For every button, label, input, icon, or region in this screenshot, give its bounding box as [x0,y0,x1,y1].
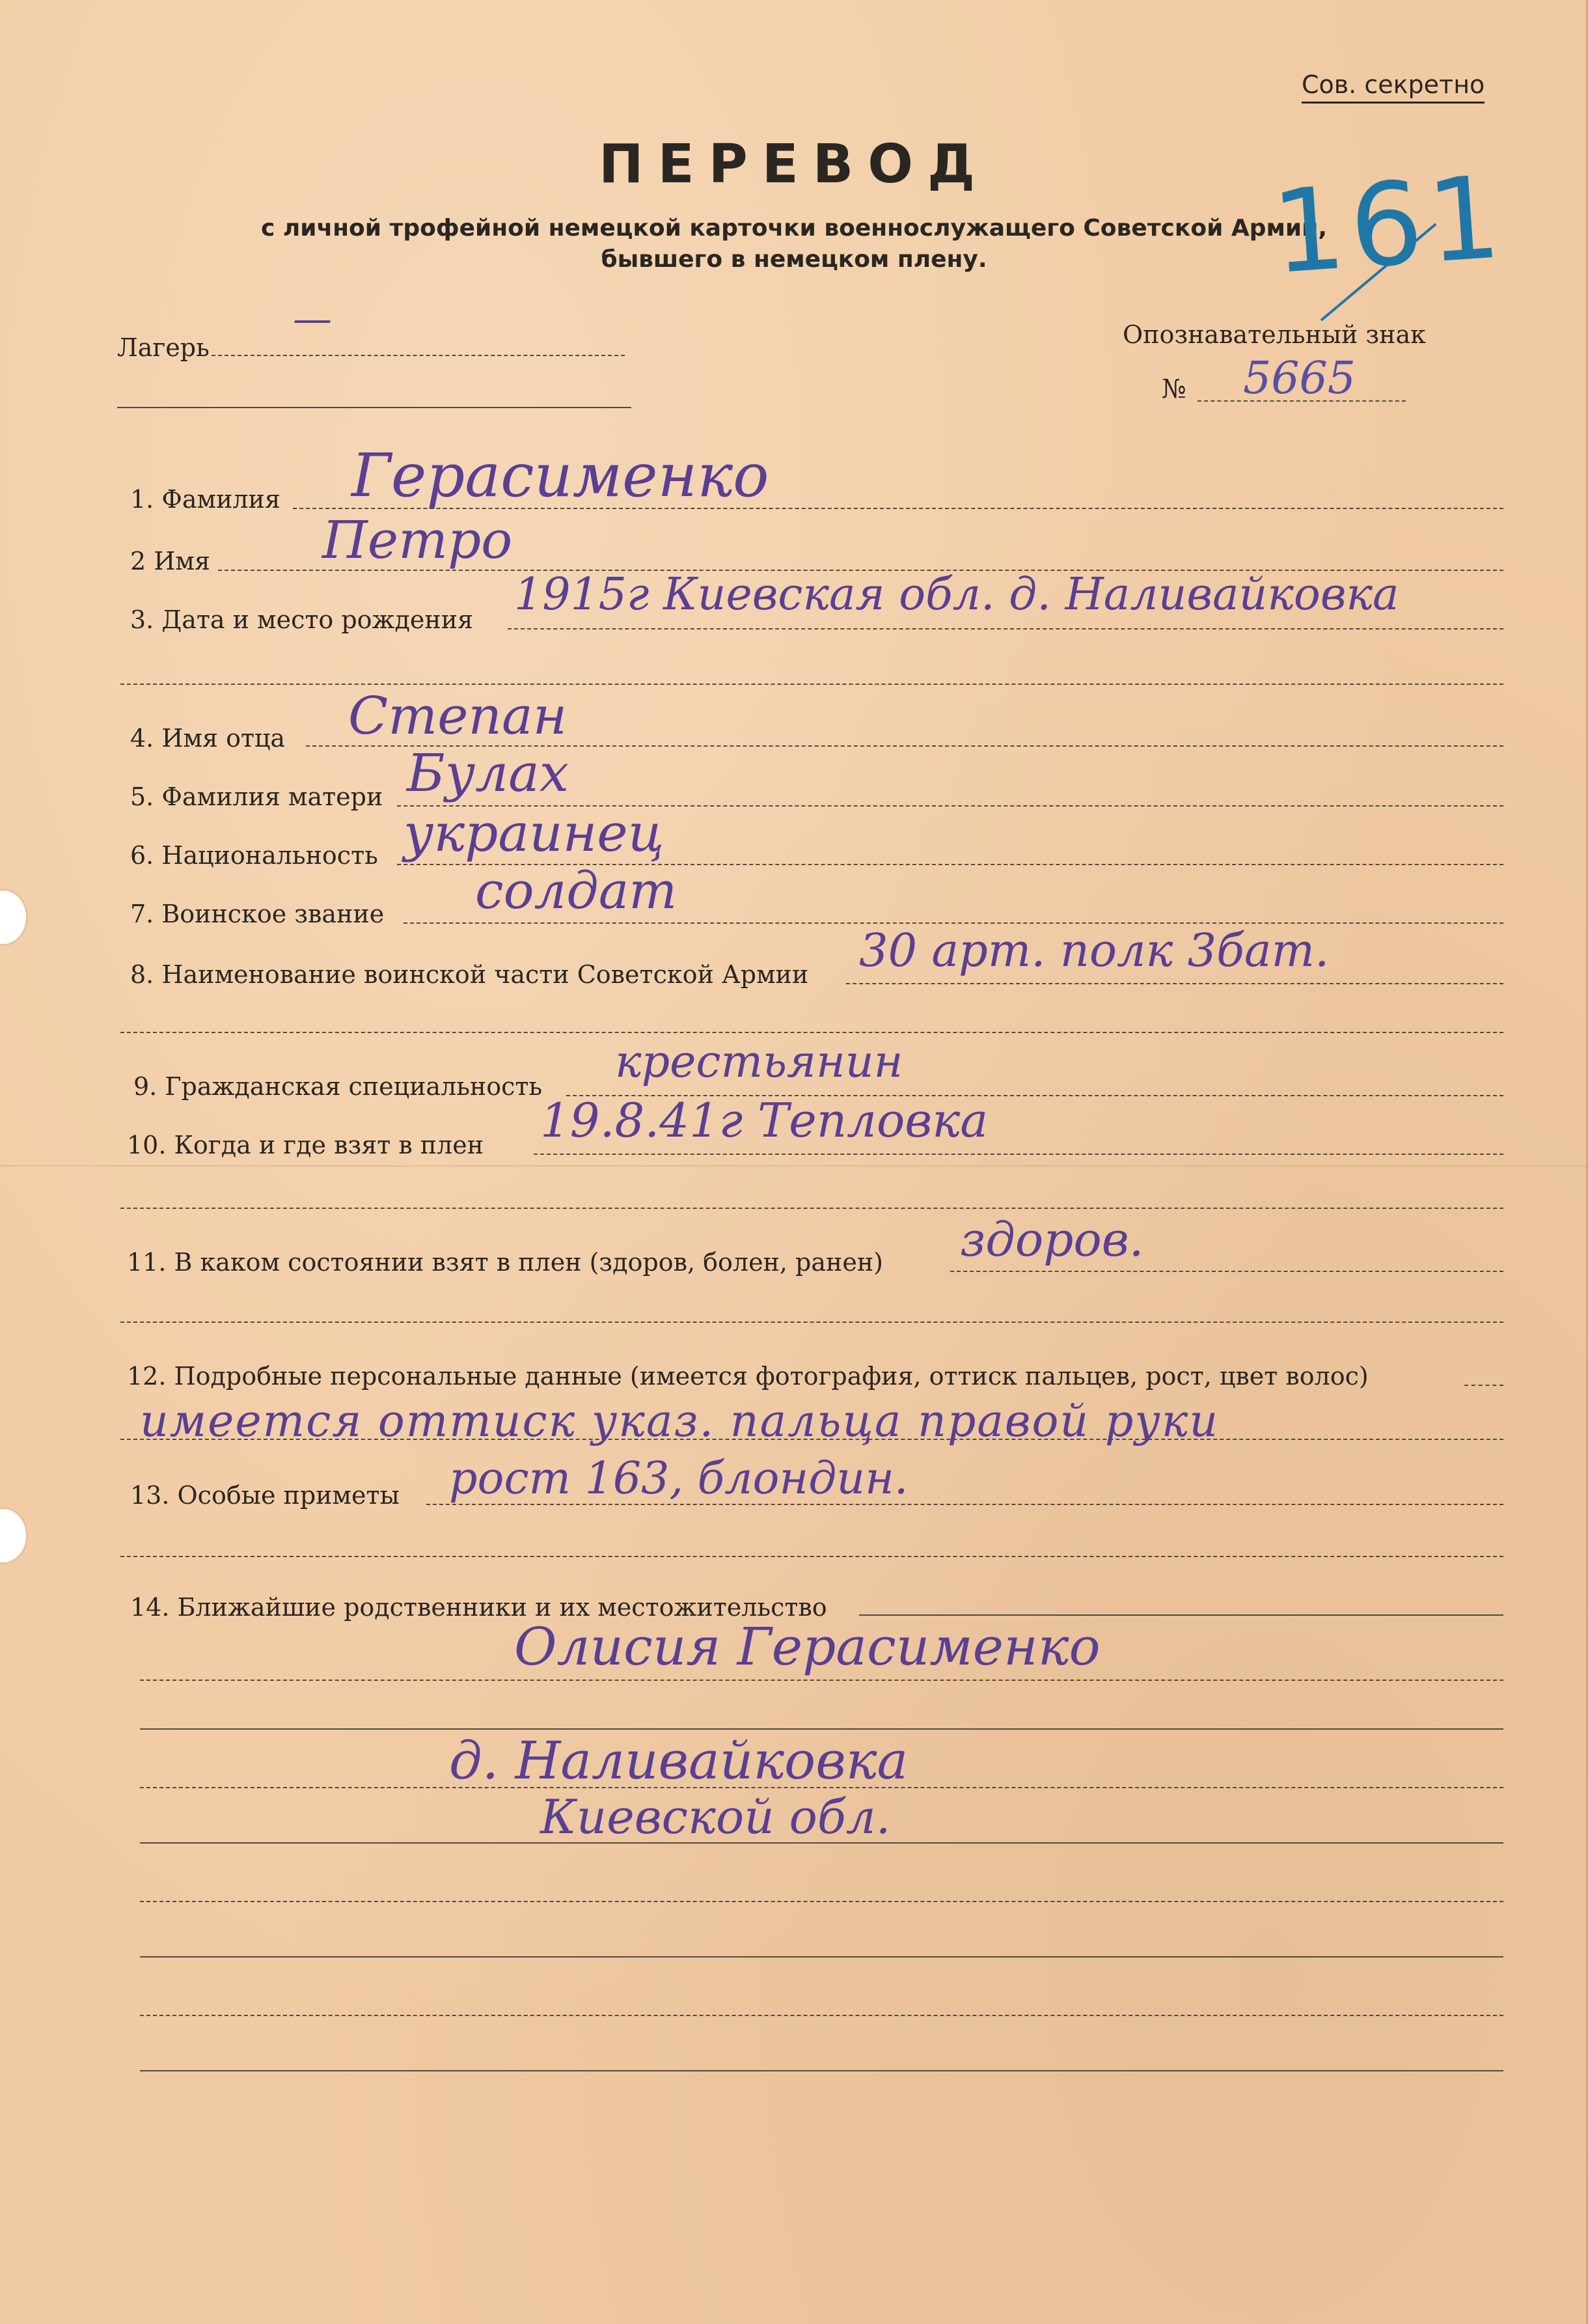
field-features-line-2 [120,1556,1503,1557]
field-rank-label: 7. Воинское звание [130,900,385,928]
field-nationality-label: 6. Национальность [130,841,378,870]
field-features-label: 13. Особые приметы [130,1481,400,1510]
field-father-label: 4. Имя отца [130,724,286,753]
field-features-value: рост 163, блондин. [449,1453,909,1504]
field-capture-line-2 [120,1208,1503,1209]
punch-hole-lower [0,1509,26,1562]
field-birth-line-2 [120,684,1503,685]
field-birth-line [508,628,1503,629]
relatives-line-6 [140,1901,1503,1902]
camp-label: Лагерь [117,333,210,362]
field-rank-value: солдат [475,862,678,920]
punch-hole-upper [0,891,26,944]
classification-mark: Сов. секретно [1302,70,1485,104]
field-condition-line-2 [120,1321,1503,1323]
field-unit-line [846,983,1503,984]
relatives-line-3 [140,1728,1503,1730]
field-birth-label: 3. Дата и место рождения [130,605,474,634]
field-mother-value: Булах [407,743,569,803]
field-father-value: Степан [348,685,568,746]
document-subtitle-line1: с личной трофейной немецкой карточки военнослужащего Советской Армии, [260,215,1328,242]
relatives-line-5 [140,1842,1503,1844]
field-capture-value: 19.8.41г Тепловка [540,1093,989,1148]
field-profession-value: крестьянин [615,1036,903,1088]
camp-line-2 [117,407,631,408]
field-nationality-value: украинец [404,803,664,863]
field-relatives-value-line1: Олисия Герасименко [514,1616,1101,1677]
field-personal-label: 12. Подробные персональные данные (имеется фотография, оттиск пальцев, рост, цвет волос) [127,1362,1369,1390]
document-subtitle-line2: бывшего в немецком плену. [601,246,987,273]
camp-line [212,355,625,356]
relatives-line-8 [140,2015,1503,2016]
relatives-line-4 [140,1787,1503,1788]
archive-number-annotation: 161 [1268,151,1510,300]
field-personal-line [1464,1385,1503,1386]
relatives-line-2 [140,1680,1503,1681]
field-surname-label: 1. Фамилия [130,485,281,514]
field-name-value: Петро [322,510,513,570]
id-tag-label: Опознавательный знак [1123,320,1426,349]
camp-value: — [293,296,332,342]
field-birth-value: 1915г Киевская обл. д. Наливайковка [514,569,1399,620]
field-unit-value: 30 арт. полк 3бат. [859,924,1330,977]
field-unit-line-2 [120,1032,1503,1033]
field-personal-line-2 [120,1439,1503,1440]
field-condition-line [950,1271,1503,1272]
id-tag-number: 5665 [1243,353,1356,404]
field-mother-label: 5. Фамилия матери [130,782,383,811]
field-relatives-line [859,1614,1503,1616]
field-relatives-value-line3: Киевской обл. [540,1790,891,1844]
field-condition-label: 11. В каком состоянии взят в плен (здоров, болен, ранен) [127,1248,883,1277]
fold-line [0,1165,1588,1167]
field-relatives-label: 14. Ближайшие родственники и их местожительство [130,1593,827,1622]
relatives-line-9 [140,2070,1503,2071]
field-name-label: 2 Имя [130,547,210,575]
field-unit-label: 8. Наименование воинской части Советской Армии [130,960,809,989]
document-title: ПЕРЕВОД [599,133,989,195]
number-sign: № [1162,374,1186,404]
field-profession-label: 9. Гражданская специальность [133,1072,543,1101]
field-condition-value: здоров. [960,1212,1144,1267]
field-relatives-value-line2: д. Наливайковка [449,1730,909,1791]
field-capture-line [534,1154,1503,1155]
field-capture-label: 10. Когда и где взят в плен [127,1131,484,1159]
relatives-line-7 [140,1956,1503,1957]
field-surname-value: Герасименко [351,441,769,510]
field-personal-value: имеется оттиск указ. пальца правой руки [140,1396,1220,1447]
